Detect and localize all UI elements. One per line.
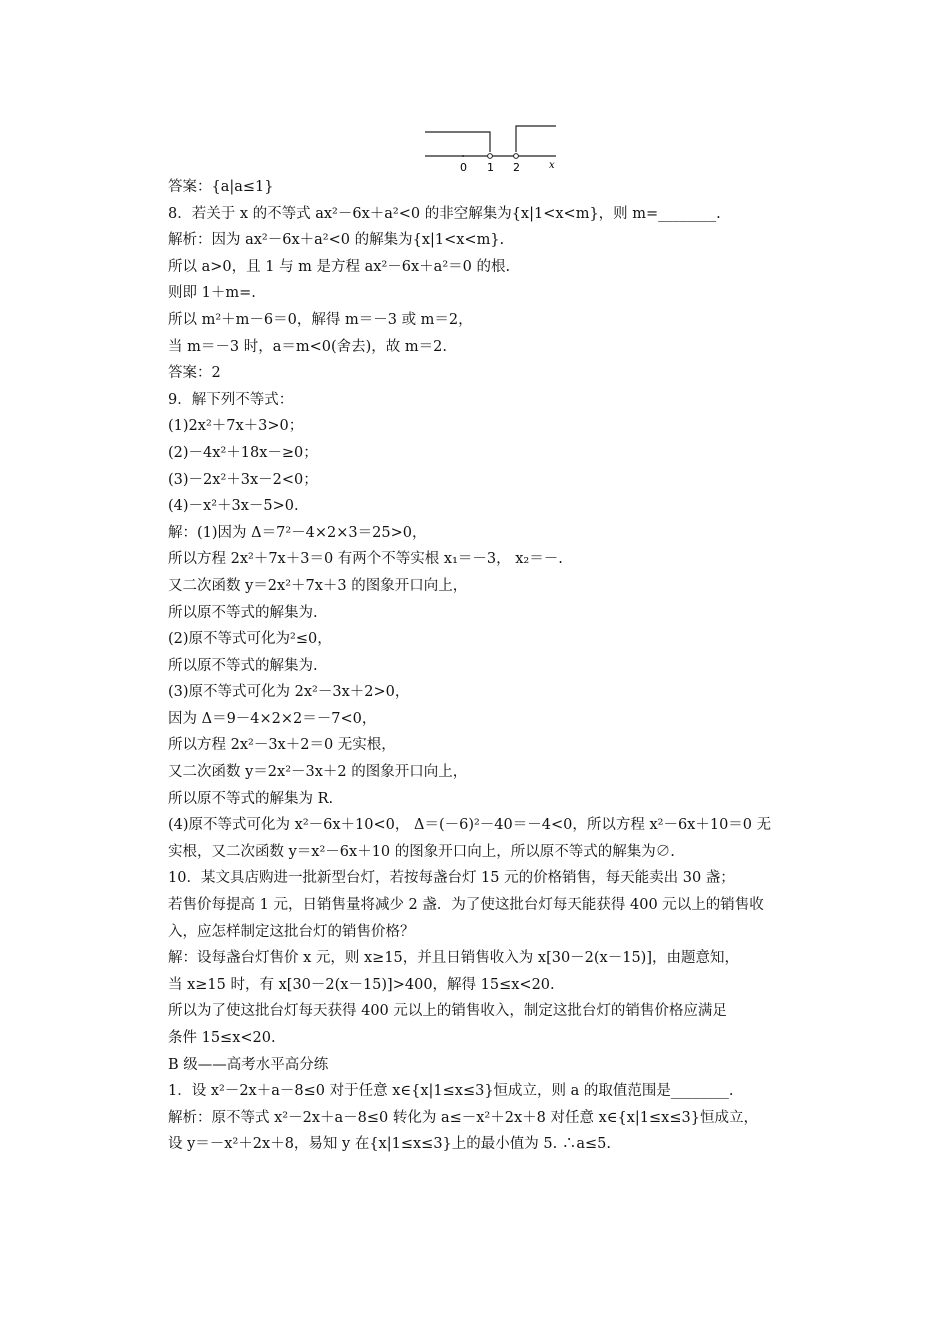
text-line: 所以为了使这批台灯每天获得 400 元以上的销售收入，制定这批台灯的销售价格应满足 [168, 1003, 727, 1020]
text-line: 所以原不等式的解集为. [168, 604, 318, 621]
text-line: 所以原不等式的解集为 R. [168, 790, 334, 807]
tick-label-0: 0 [460, 161, 467, 174]
text-line: 所以 a>0，且 1 与 m 是方程 ax²－6x＋a²＝0 的根. [168, 258, 511, 275]
number-line-figure [418, 118, 568, 176]
origin-point [462, 155, 464, 157]
open-point-2 [514, 154, 519, 159]
tick-label-2: 2 [513, 161, 520, 174]
document-body [168, 174, 790, 1158]
question-8: 8．若关于 x 的不等式 ax²－6x＋a²<0 的非空解集为{x|1<x<m}，则 m=________. [168, 205, 721, 222]
text-line: 所以 m²＋m－6＝0，解得 m＝－3 或 m＝2， [168, 311, 473, 328]
answer-line: 答案：2 [168, 365, 221, 382]
question-10: 10．某文具店购进一批新型台灯，若按每盏台灯 15 元的价格销售，每天能卖出 30 盏； [168, 870, 735, 887]
text-line: (1)2x²＋7x＋3>0； [168, 418, 304, 435]
text-line: 又二次函数 y＝2x²－3x＋2 的图象开口向上， [168, 764, 468, 781]
text-line: (4)原不等式可化为 x²－6x＋10<0， Δ＝(－6)²－40＝－4<0，所以方程 x²－6x＋10＝0 无 [168, 817, 772, 834]
text-line: 当 x≥15 时，有 x[30－2(x－15)]>400，解得 15≤x<20. [168, 976, 555, 993]
left-interval-bracket [425, 132, 490, 152]
text-line: 解：(1)因为 Δ＝7²－4×2×3＝25>0， [168, 524, 427, 541]
text-line: (2)－4x²＋18x－≥0； [168, 444, 318, 461]
text-line: 所以方程 2x²－3x＋2＝0 无实根， [168, 737, 396, 754]
open-point-1 [488, 154, 493, 159]
text-line: (2)原不等式可化为²≤0， [168, 631, 332, 648]
tick-label-1: 1 [487, 161, 494, 174]
text-line: 则即 1＋m=. [168, 285, 256, 302]
text-line: 解析：原不等式 x²－2x＋a－8≤0 转化为 a≤－x²＋2x＋8 对任意 x∈{x|1≤x≤3}恒成立， [168, 1109, 758, 1126]
text-line: 设 y＝－x²＋2x＋8，易知 y 在{x|1≤x≤3}上的最小值为 5. ∴a≤5. [168, 1136, 611, 1153]
text-line: (3)原不等式可化为 2x²－3x＋2>0， [168, 684, 410, 701]
text-line: 所以方程 2x²＋7x＋3＝0 有两个不等实根 x₁＝－3， x₂＝－. [168, 551, 563, 568]
text-line: 又二次函数 y＝2x²＋7x＋3 的图象开口向上， [168, 577, 468, 594]
section-heading: B 级——高考水平高分练 [168, 1056, 329, 1073]
text-line: (4)－x²＋3x－5>0. [168, 498, 299, 515]
right-interval-bracket [516, 126, 556, 152]
text-line: 若售价每提高 1 元，日销售量将减少 2 盏．为了使这批台灯每天能获得 400 元以上的销售收 [168, 897, 764, 914]
text-line: 因为 Δ＝9－4×2×2＝－7<0， [168, 710, 377, 727]
text-line: 解：设每盏台灯售价 x 元，则 x≥15，并且日销售收入为 x[30－2(x－15)]，由题意知， [168, 950, 739, 967]
text-line: 所以原不等式的解集为. [168, 657, 318, 674]
axis-label-x: x [549, 160, 555, 171]
text-line: 当 m＝－3 时，a＝m<0(舍去)，故 m＝2. [168, 338, 447, 355]
text-line: (3)－2x²＋3x－2<0； [168, 471, 318, 488]
question-b1: 1．设 x²－2x＋a－8≤0 对于任意 x∈{x|1≤x≤3}恒成立，则 a 的取值范围是________. [168, 1083, 734, 1100]
text-line: 入，应怎样制定这批台灯的销售价格？ [168, 923, 415, 940]
text-line: 条件 15≤x<20. [168, 1030, 276, 1046]
answer-line: 答案：{a|a≤1} [168, 179, 274, 195]
text-line: 解析：因为 ax²－6x＋a²<0 的解集为{x|1<x<m}. [168, 232, 505, 249]
text-line: 实根，又二次函数 y＝x²－6x＋10 的图象开口向上，所以原不等式的解集为∅. [168, 843, 675, 860]
question-9: 9．解下列不等式： [168, 391, 294, 408]
